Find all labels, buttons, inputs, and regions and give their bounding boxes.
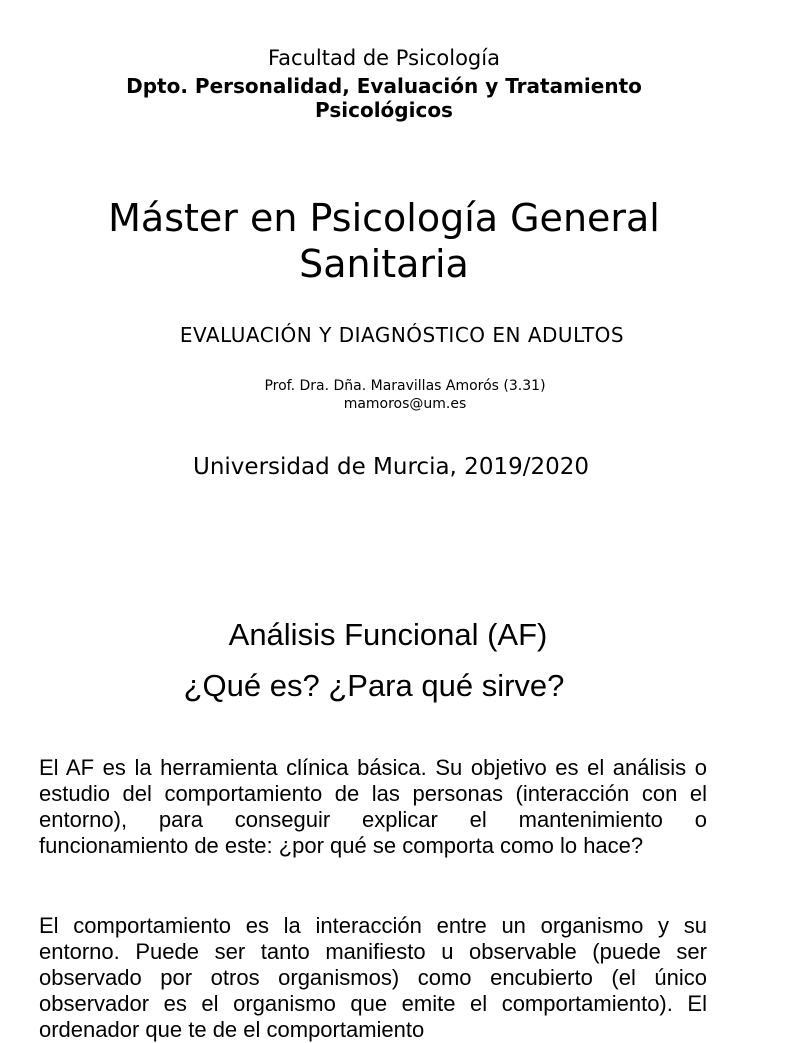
professor-email: mamoros@um.es xyxy=(343,396,467,412)
section-subtitle: ¿Qué es? ¿Para qué sirve? xyxy=(183,668,565,703)
professor-name: Prof. Dra. Dña. Maravillas Amorós (3.31) xyxy=(264,378,546,394)
faculty-name: Facultad de Psicología xyxy=(268,46,500,70)
program-title-line-2: Sanitaria xyxy=(299,242,469,286)
professor-info xyxy=(21,377,789,413)
program-title-line-1: Máster en Psicología General xyxy=(108,196,660,240)
paragraph-behavior-definition: El comportamiento es la interacción entre un organismo y su entorno. Puede ser tanto manifiesto u observable (puede ser observado por otros organismos) como encubierto (el único observador es el organismo que emite el comportamiento). El ordenador que te de el comportamiento xyxy=(39,913,707,1042)
department-line-1: Dpto. Personalidad, Evaluación y Tratamiento xyxy=(126,74,642,98)
section-title: Análisis Funcional (AF) xyxy=(228,617,548,652)
course-title: EVALUACIÓN Y DIAGNÓSTICO EN ADULTOS xyxy=(179,323,625,347)
university-year: Universidad de Murcia, 2019/2020 xyxy=(193,454,589,480)
paragraph-af-definition: El AF es la herramienta clínica básica. Su objetivo es el análisis o estudio del comportamiento de las personas (interacción con el entorno), para conseguir explicar el mantenimiento o funcionamiento de este: ¿por qué se comporta como lo hace? xyxy=(39,755,707,858)
program-title xyxy=(0,195,768,287)
department-name xyxy=(0,74,768,122)
department-line-2: Psicológicos xyxy=(315,98,453,122)
